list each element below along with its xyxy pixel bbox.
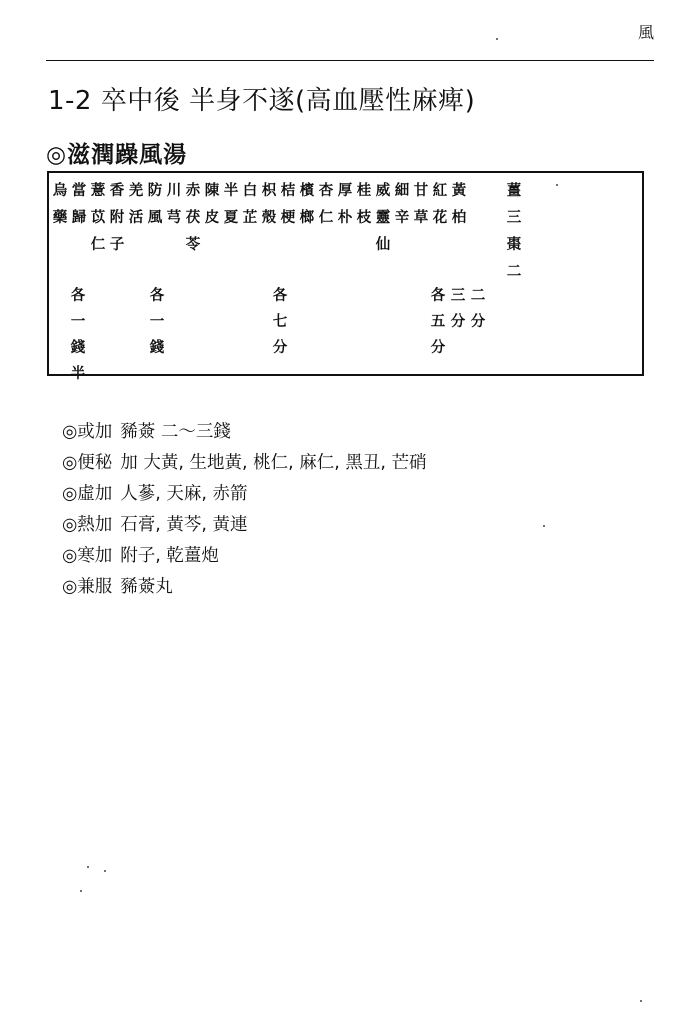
scan-speck (556, 184, 558, 186)
scan-speck (640, 1000, 642, 1002)
herb-cell: 香附子 (109, 182, 125, 253)
note-text: 附子, 乾薑炮 (120, 546, 219, 566)
herb-cell: 羌活 (128, 182, 144, 226)
note-text: 加 大黃, 生地黃, 桃仁, 麻仁, 黑丑, 芒硝 (120, 453, 427, 473)
herb-cell: 黃柏 (451, 182, 467, 226)
scan-speck (87, 866, 89, 868)
scan-speck (104, 870, 106, 872)
note-line (62, 511, 426, 542)
note-line (62, 480, 426, 511)
note-lead: ◎便秘 (62, 453, 113, 473)
note-lead: ◎虛加 (62, 484, 113, 504)
note-line (62, 418, 426, 449)
herb-cell: 杏仁 (318, 182, 334, 226)
note-text: 人蔘, 天麻, 赤箭 (120, 484, 248, 504)
note-lead: ◎熱加 (62, 515, 113, 535)
modification-notes (62, 418, 426, 604)
herb-cell: 細辛 (394, 182, 410, 226)
prescription-table (47, 171, 644, 382)
herb-cell: 薏苡仁 (90, 182, 106, 253)
extra-ingredients: 薑三棗二 (506, 182, 522, 280)
dose-label: 各一錢半 (70, 287, 86, 382)
herb-cell: 半夏 (223, 182, 239, 226)
section-title: 1-2 卒中後 半身不遂(高血壓性麻痺) (48, 86, 476, 116)
herb-cell: 桔梗 (280, 182, 296, 226)
herb-cell: 白芷 (242, 182, 258, 226)
herb-cell: 防風 (147, 182, 163, 226)
herb-cell: 厚朴 (337, 182, 353, 226)
scan-speck (496, 38, 498, 40)
note-text: 石膏, 黃芩, 黃連 (120, 515, 248, 535)
herb-cell: 赤茯苓 (185, 182, 201, 253)
note-line (62, 573, 426, 604)
herb-cell: 檳榔 (299, 182, 315, 226)
dose-label: 各一錢 (149, 287, 165, 356)
note-lead: ◎或加 (62, 422, 113, 442)
herb-cell: 陳皮 (204, 182, 220, 226)
note-lead: ◎兼服 (62, 577, 113, 597)
herb-cell: 枳殼 (261, 182, 277, 226)
scan-speck (543, 525, 545, 527)
herb-cell: 桂枝 (356, 182, 372, 226)
scan-speck (80, 890, 82, 892)
herb-cell: 紅花 (432, 182, 448, 226)
herb-cell: 甘草 (413, 182, 429, 226)
note-text: 豨薟丸 (120, 577, 173, 597)
dose-label: 各五分 (430, 287, 446, 356)
header-rule (46, 60, 654, 61)
note-lead: ◎寒加 (62, 546, 113, 566)
prescription-title: ◎滋潤躁風湯 (46, 141, 188, 168)
running-head: 風 (637, 23, 654, 42)
herb-cell: 威靈仙 (375, 182, 391, 253)
herb-cell: 烏藥 (52, 182, 68, 226)
dose-label: 三分 (450, 287, 466, 330)
herb-cell: 當歸 (71, 182, 87, 226)
dose-label: 二分 (470, 287, 486, 330)
dose-label: 各七分 (272, 287, 288, 356)
note-line (62, 542, 426, 573)
note-text: 豨薟 二～三錢 (120, 422, 231, 442)
herb-cell: 川芎 (166, 182, 182, 226)
note-line (62, 449, 426, 480)
